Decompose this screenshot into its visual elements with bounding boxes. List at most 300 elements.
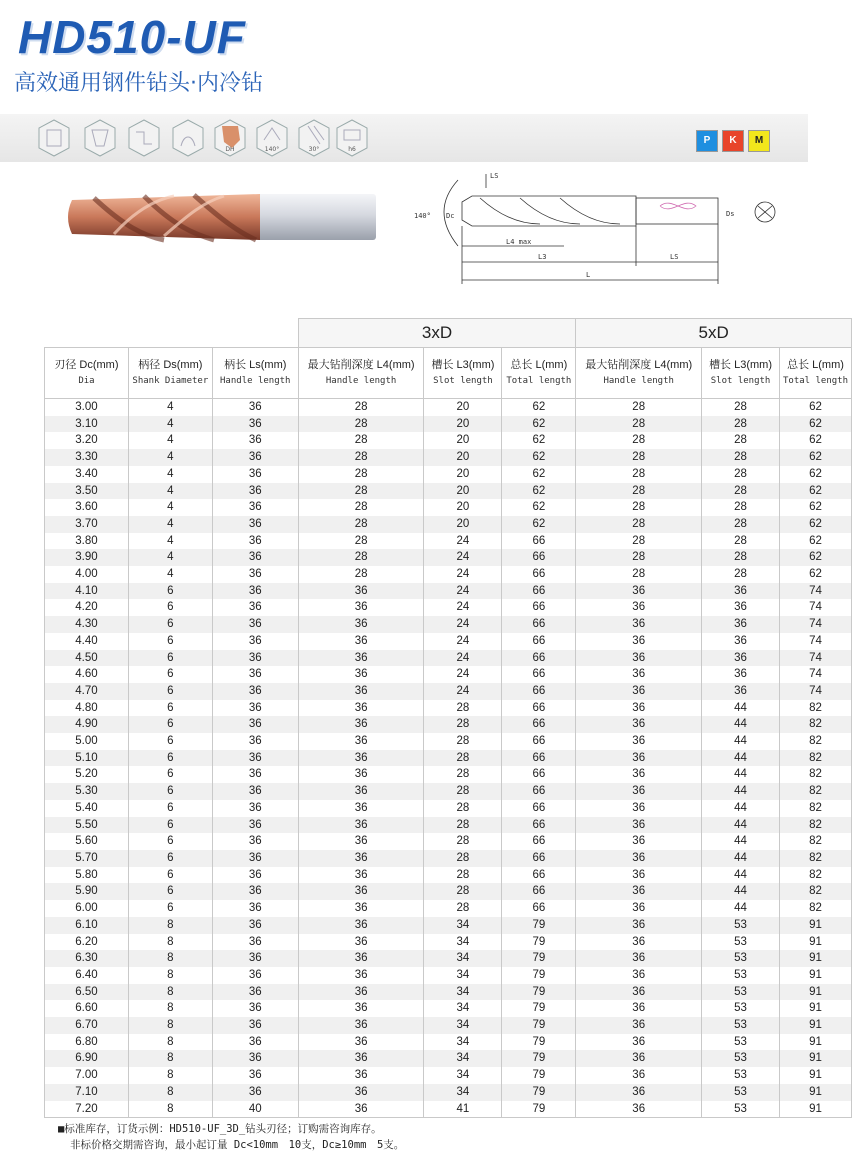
table-cell: 36 bbox=[212, 733, 298, 750]
column-header-en: Slot length bbox=[433, 376, 493, 386]
table-cell: 66 bbox=[502, 599, 576, 616]
column-header-zh: 总长 L(mm) bbox=[510, 359, 568, 371]
table-cell: 36 bbox=[576, 650, 702, 667]
column-header bbox=[212, 348, 298, 399]
table-cell: 36 bbox=[576, 950, 702, 967]
table-cell: 82 bbox=[780, 900, 852, 917]
table-cell: 20 bbox=[424, 449, 502, 466]
table-cell: 5.30 bbox=[45, 783, 129, 800]
table-cell: 34 bbox=[424, 1067, 502, 1084]
table-cell: 62 bbox=[780, 499, 852, 516]
table-cell: 28 bbox=[298, 449, 424, 466]
table-cell: 28 bbox=[576, 466, 702, 483]
table-cell: 36 bbox=[298, 1017, 424, 1034]
table-cell: 44 bbox=[702, 766, 780, 783]
table-cell: 44 bbox=[702, 783, 780, 800]
table-cell: 62 bbox=[780, 432, 852, 449]
table-cell: 3.60 bbox=[45, 499, 129, 516]
table-cell: 36 bbox=[212, 867, 298, 884]
table-cell: 34 bbox=[424, 1000, 502, 1017]
table-cell: 44 bbox=[702, 716, 780, 733]
table-cell: 36 bbox=[212, 1084, 298, 1101]
table-cell: 28 bbox=[576, 549, 702, 566]
table-cell: 8 bbox=[128, 1101, 212, 1118]
table-cell: 3.20 bbox=[45, 432, 129, 449]
table-cell: 36 bbox=[212, 583, 298, 600]
table-row bbox=[45, 867, 852, 884]
material-p-badge: P bbox=[696, 130, 718, 152]
table-cell: 34 bbox=[424, 984, 502, 1001]
table-cell: 91 bbox=[780, 984, 852, 1001]
group-5xd: 5xD bbox=[576, 319, 852, 348]
table-cell: 20 bbox=[424, 432, 502, 449]
table-cell: 7.20 bbox=[45, 1101, 129, 1118]
table-cell: 28 bbox=[298, 533, 424, 550]
table-row bbox=[45, 984, 852, 1001]
shank-icon bbox=[126, 118, 162, 158]
group-3xd: 3xD bbox=[298, 319, 576, 348]
table-cell: 62 bbox=[780, 466, 852, 483]
group-spacer bbox=[45, 319, 299, 348]
table-cell: 34 bbox=[424, 1050, 502, 1067]
table-cell: 28 bbox=[576, 416, 702, 433]
table-cell: 36 bbox=[576, 599, 702, 616]
column-header bbox=[702, 348, 780, 399]
column-header-zh: 最大钻削深度 L4(mm) bbox=[585, 359, 693, 371]
table-cell: 6 bbox=[128, 750, 212, 767]
table-cell: 36 bbox=[298, 1000, 424, 1017]
table-cell: 28 bbox=[576, 566, 702, 583]
table-cell: 79 bbox=[502, 1017, 576, 1034]
table-cell: 62 bbox=[780, 549, 852, 566]
table-cell: 36 bbox=[212, 1017, 298, 1034]
table-row bbox=[45, 716, 852, 733]
column-header-zh: 槽长 L3(mm) bbox=[709, 359, 773, 371]
table-cell: 36 bbox=[212, 566, 298, 583]
column-header-en: Shank Diameter bbox=[132, 376, 209, 386]
column-header-en: Total length bbox=[782, 376, 849, 386]
note-nonstandard: 非标价格交期需咨询，最小起订量 Dc<10mm 10支，Dc≥10mm 5支。 bbox=[70, 1139, 405, 1151]
table-cell: 62 bbox=[780, 566, 852, 583]
table-cell: 36 bbox=[212, 1067, 298, 1084]
table-row bbox=[45, 516, 852, 533]
table-cell: 66 bbox=[502, 900, 576, 917]
table-cell: 24 bbox=[424, 666, 502, 683]
table-cell: 62 bbox=[502, 399, 576, 416]
table-cell: 20 bbox=[424, 483, 502, 500]
table-cell: 3.10 bbox=[45, 416, 129, 433]
table-cell: 36 bbox=[298, 1034, 424, 1051]
table-cell: 4.00 bbox=[45, 566, 129, 583]
table-cell: 66 bbox=[502, 683, 576, 700]
table-cell: 36 bbox=[212, 766, 298, 783]
table-row bbox=[45, 683, 852, 700]
table-cell: 6.00 bbox=[45, 900, 129, 917]
table-cell: 24 bbox=[424, 583, 502, 600]
table-cell: 82 bbox=[780, 800, 852, 817]
table-row bbox=[45, 533, 852, 550]
feature-icon-bar bbox=[0, 114, 808, 162]
table-cell: 44 bbox=[702, 833, 780, 850]
table-cell: 4 bbox=[128, 449, 212, 466]
table-cell: 36 bbox=[576, 783, 702, 800]
page-subtitle: 高效通用钢件钻头·内冷钻 bbox=[14, 71, 263, 96]
table-cell: 66 bbox=[502, 616, 576, 633]
table-row bbox=[45, 1084, 852, 1101]
table-cell: 36 bbox=[298, 616, 424, 633]
table-cell: 36 bbox=[298, 666, 424, 683]
table-cell: 36 bbox=[212, 533, 298, 550]
table-cell: 28 bbox=[702, 566, 780, 583]
table-cell: 53 bbox=[702, 950, 780, 967]
table-row bbox=[45, 616, 852, 633]
table-cell: 24 bbox=[424, 599, 502, 616]
table-cell: 53 bbox=[702, 1050, 780, 1067]
material-m-badge: M bbox=[748, 130, 770, 152]
table-cell: 66 bbox=[502, 883, 576, 900]
table-cell: 36 bbox=[576, 1034, 702, 1051]
table-cell: 74 bbox=[780, 599, 852, 616]
table-cell: 36 bbox=[576, 967, 702, 984]
table-cell: 3.80 bbox=[45, 533, 129, 550]
table-cell: 91 bbox=[780, 1050, 852, 1067]
table-cell: 28 bbox=[702, 516, 780, 533]
table-cell: 91 bbox=[780, 1017, 852, 1034]
table-cell: 36 bbox=[576, 984, 702, 1001]
table-cell: 4 bbox=[128, 533, 212, 550]
drawing-ls-top: LS bbox=[490, 172, 499, 180]
table-cell: 28 bbox=[702, 432, 780, 449]
table-cell: 5.50 bbox=[45, 817, 129, 834]
table-cell: 20 bbox=[424, 516, 502, 533]
table-row bbox=[45, 1050, 852, 1067]
table-cell: 91 bbox=[780, 917, 852, 934]
table-row bbox=[45, 733, 852, 750]
table-cell: 36 bbox=[576, 900, 702, 917]
table-row bbox=[45, 950, 852, 967]
table-cell: 6.20 bbox=[45, 934, 129, 951]
table-row bbox=[45, 833, 852, 850]
table-cell: 28 bbox=[424, 783, 502, 800]
table-cell: 28 bbox=[702, 499, 780, 516]
table-cell: 5.10 bbox=[45, 750, 129, 767]
table-cell: 44 bbox=[702, 900, 780, 917]
table-cell: 41 bbox=[424, 1101, 502, 1118]
helix-angle-caption: 30° bbox=[308, 146, 320, 153]
column-header-zh: 最大钻削深度 L4(mm) bbox=[307, 359, 415, 371]
table-cell: 36 bbox=[212, 666, 298, 683]
table-cell: 34 bbox=[424, 917, 502, 934]
coolant-through-icon bbox=[82, 118, 118, 158]
table-cell: 4 bbox=[128, 483, 212, 500]
table-cell: 6 bbox=[128, 650, 212, 667]
table-cell: 28 bbox=[424, 883, 502, 900]
table-cell: 28 bbox=[298, 499, 424, 516]
table-cell: 28 bbox=[702, 483, 780, 500]
table-cell: 79 bbox=[502, 1034, 576, 1051]
drill-technical-drawing bbox=[410, 166, 790, 292]
table-row bbox=[45, 650, 852, 667]
table-cell: 36 bbox=[576, 683, 702, 700]
table-cell: 79 bbox=[502, 984, 576, 1001]
column-header-en: Dia bbox=[78, 376, 95, 386]
table-cell: 82 bbox=[780, 867, 852, 884]
table-cell: 79 bbox=[502, 1084, 576, 1101]
table-cell: 66 bbox=[502, 800, 576, 817]
table-row bbox=[45, 566, 852, 583]
table-cell: 44 bbox=[702, 850, 780, 867]
table-cell: 6 bbox=[128, 817, 212, 834]
table-cell: 36 bbox=[212, 800, 298, 817]
table-cell: 36 bbox=[576, 1017, 702, 1034]
table-cell: 6.90 bbox=[45, 1050, 129, 1067]
table-cell: 36 bbox=[212, 466, 298, 483]
table-cell: 34 bbox=[424, 967, 502, 984]
table-cell: 82 bbox=[780, 817, 852, 834]
table-cell: 28 bbox=[576, 449, 702, 466]
column-header-en: Handle length bbox=[220, 376, 291, 386]
table-cell: 8 bbox=[128, 950, 212, 967]
table-cell: 36 bbox=[212, 750, 298, 767]
table-cell: 66 bbox=[502, 633, 576, 650]
table-cell: 3.00 bbox=[45, 399, 129, 416]
table-cell: 82 bbox=[780, 883, 852, 900]
table-cell: 44 bbox=[702, 750, 780, 767]
table-cell: 36 bbox=[298, 1050, 424, 1067]
table-cell: 53 bbox=[702, 984, 780, 1001]
table-row bbox=[45, 432, 852, 449]
table-cell: 36 bbox=[702, 583, 780, 600]
table-cell: 91 bbox=[780, 934, 852, 951]
table-cell: 66 bbox=[502, 650, 576, 667]
table-cell: 36 bbox=[298, 783, 424, 800]
table-cell: 8 bbox=[128, 934, 212, 951]
table-cell: 36 bbox=[576, 1101, 702, 1118]
table-cell: 6 bbox=[128, 883, 212, 900]
table-cell: 82 bbox=[780, 733, 852, 750]
table-cell: 28 bbox=[424, 833, 502, 850]
table-cell: 36 bbox=[702, 666, 780, 683]
table-cell: 6 bbox=[128, 599, 212, 616]
table-cell: 28 bbox=[576, 432, 702, 449]
table-cell: 6 bbox=[128, 800, 212, 817]
table-cell: 36 bbox=[576, 1050, 702, 1067]
table-cell: 74 bbox=[780, 616, 852, 633]
point-geometry-icon bbox=[170, 118, 206, 158]
table-cell: 36 bbox=[702, 633, 780, 650]
table-cell: 36 bbox=[298, 1101, 424, 1118]
table-cell: 6 bbox=[128, 583, 212, 600]
table-cell: 62 bbox=[502, 483, 576, 500]
table-cell: 36 bbox=[212, 917, 298, 934]
table-cell: 8 bbox=[128, 1050, 212, 1067]
table-row bbox=[45, 883, 852, 900]
table-cell: 4.80 bbox=[45, 700, 129, 717]
table-cell: 4 bbox=[128, 566, 212, 583]
table-cell: 36 bbox=[298, 599, 424, 616]
table-cell: 53 bbox=[702, 967, 780, 984]
table-cell: 6 bbox=[128, 850, 212, 867]
table-cell: 28 bbox=[298, 432, 424, 449]
table-cell: 6.40 bbox=[45, 967, 129, 984]
table-cell: 36 bbox=[298, 750, 424, 767]
page-title: HD510-UF bbox=[18, 11, 246, 63]
column-header-zh: 刃径 Dc(mm) bbox=[54, 359, 119, 371]
table-cell: 66 bbox=[502, 833, 576, 850]
column-header bbox=[298, 348, 424, 399]
table-cell: 8 bbox=[128, 1084, 212, 1101]
column-header-en: Slot length bbox=[710, 376, 771, 386]
table-cell: 53 bbox=[702, 1017, 780, 1034]
table-cell: 34 bbox=[424, 950, 502, 967]
table-cell: 24 bbox=[424, 683, 502, 700]
table-cell: 20 bbox=[424, 466, 502, 483]
table-cell: 36 bbox=[212, 399, 298, 416]
table-cell: 53 bbox=[702, 934, 780, 951]
table-cell: 62 bbox=[502, 449, 576, 466]
table-row bbox=[45, 549, 852, 566]
table-cell: 6 bbox=[128, 716, 212, 733]
table-cell: 44 bbox=[702, 733, 780, 750]
table-row bbox=[45, 900, 852, 917]
column-header bbox=[45, 348, 129, 399]
table-cell: 28 bbox=[576, 483, 702, 500]
note-stock: ■标准库存，订货示例：HD510-UF_3D_钻头刃径；订购需咨询库存。 bbox=[58, 1123, 382, 1135]
table-row bbox=[45, 1101, 852, 1118]
table-cell: 36 bbox=[298, 883, 424, 900]
table-cell: 62 bbox=[502, 432, 576, 449]
table-cell: 36 bbox=[576, 867, 702, 884]
table-cell: 4.30 bbox=[45, 616, 129, 633]
coating-icon bbox=[212, 118, 248, 158]
table-cell: 82 bbox=[780, 750, 852, 767]
table-cell: 36 bbox=[212, 499, 298, 516]
table-row bbox=[45, 666, 852, 683]
table-cell: 36 bbox=[702, 616, 780, 633]
table-cell: 36 bbox=[298, 1084, 424, 1101]
table-cell: 6 bbox=[128, 867, 212, 884]
table-cell: 79 bbox=[502, 934, 576, 951]
table-cell: 44 bbox=[702, 867, 780, 884]
table-cell: 4 bbox=[128, 432, 212, 449]
table-cell: 4.10 bbox=[45, 583, 129, 600]
table-cell: 36 bbox=[212, 850, 298, 867]
table-cell: 28 bbox=[298, 416, 424, 433]
table-cell: 28 bbox=[702, 449, 780, 466]
table-cell: 5.40 bbox=[45, 800, 129, 817]
table-row bbox=[45, 1017, 852, 1034]
table-row bbox=[45, 800, 852, 817]
table-cell: 36 bbox=[298, 917, 424, 934]
table-cell: 36 bbox=[212, 616, 298, 633]
column-header bbox=[502, 348, 576, 399]
table-cell: 28 bbox=[424, 800, 502, 817]
table-cell: 66 bbox=[502, 850, 576, 867]
material-k-badge: K bbox=[722, 130, 744, 152]
table-cell: 28 bbox=[702, 399, 780, 416]
drawing-angle: 140° bbox=[414, 212, 431, 220]
table-cell: 66 bbox=[502, 867, 576, 884]
table-row bbox=[45, 1000, 852, 1017]
table-cell: 36 bbox=[576, 700, 702, 717]
table-cell: 36 bbox=[298, 934, 424, 951]
table-cell: 4.40 bbox=[45, 633, 129, 650]
spec-table bbox=[44, 318, 852, 1118]
table-cell: 91 bbox=[780, 1034, 852, 1051]
table-cell: 44 bbox=[702, 817, 780, 834]
table-cell: 36 bbox=[576, 1000, 702, 1017]
coating-caption: DH bbox=[225, 146, 235, 153]
drawing-ls-bottom: LS bbox=[670, 253, 679, 261]
table-cell: 28 bbox=[424, 716, 502, 733]
table-cell: 28 bbox=[298, 566, 424, 583]
helix-angle-icon bbox=[296, 118, 332, 158]
table-cell: 36 bbox=[212, 883, 298, 900]
table-cell: 53 bbox=[702, 1000, 780, 1017]
shank-tolerance-icon bbox=[334, 118, 370, 158]
table-cell: 28 bbox=[576, 399, 702, 416]
column-header-zh: 槽长 L3(mm) bbox=[431, 359, 495, 371]
table-cell: 28 bbox=[424, 867, 502, 884]
table-cell: 36 bbox=[576, 934, 702, 951]
table-cell: 66 bbox=[502, 549, 576, 566]
table-cell: 62 bbox=[780, 449, 852, 466]
table-cell: 20 bbox=[424, 499, 502, 516]
table-cell: 28 bbox=[576, 499, 702, 516]
table-cell: 8 bbox=[128, 1067, 212, 1084]
column-header-zh: 柄长 Ls(mm) bbox=[224, 359, 287, 371]
table-cell: 36 bbox=[298, 1067, 424, 1084]
table-cell: 36 bbox=[212, 1050, 298, 1067]
table-cell: 36 bbox=[576, 583, 702, 600]
table-cell: 36 bbox=[298, 950, 424, 967]
table-cell: 36 bbox=[212, 984, 298, 1001]
table-cell: 91 bbox=[780, 967, 852, 984]
table-cell: 8 bbox=[128, 1034, 212, 1051]
table-cell: 5.60 bbox=[45, 833, 129, 850]
table-cell: 62 bbox=[780, 483, 852, 500]
table-cell: 36 bbox=[298, 733, 424, 750]
drawing-l4: L4 max bbox=[506, 238, 532, 246]
table-row bbox=[45, 967, 852, 984]
table-cell: 6.30 bbox=[45, 950, 129, 967]
table-cell: 44 bbox=[702, 883, 780, 900]
table-cell: 8 bbox=[128, 917, 212, 934]
table-cell: 36 bbox=[212, 650, 298, 667]
table-cell: 36 bbox=[702, 599, 780, 616]
table-cell: 4 bbox=[128, 466, 212, 483]
table-cell: 36 bbox=[298, 633, 424, 650]
table-row bbox=[45, 1067, 852, 1084]
drawing-l: L bbox=[586, 271, 591, 279]
table-cell: 62 bbox=[502, 416, 576, 433]
table-cell: 36 bbox=[576, 716, 702, 733]
table-cell: 28 bbox=[298, 466, 424, 483]
table-cell: 4.50 bbox=[45, 650, 129, 667]
table-row bbox=[45, 817, 852, 834]
table-cell: 5.90 bbox=[45, 883, 129, 900]
table-row bbox=[45, 599, 852, 616]
drawing-l3: L3 bbox=[538, 253, 547, 261]
table-cell: 36 bbox=[298, 900, 424, 917]
table-row bbox=[45, 1034, 852, 1051]
table-cell: 28 bbox=[424, 700, 502, 717]
table-cell: 66 bbox=[502, 666, 576, 683]
table-cell: 36 bbox=[576, 633, 702, 650]
table-cell: 36 bbox=[212, 817, 298, 834]
table-cell: 20 bbox=[424, 416, 502, 433]
table-cell: 91 bbox=[780, 950, 852, 967]
